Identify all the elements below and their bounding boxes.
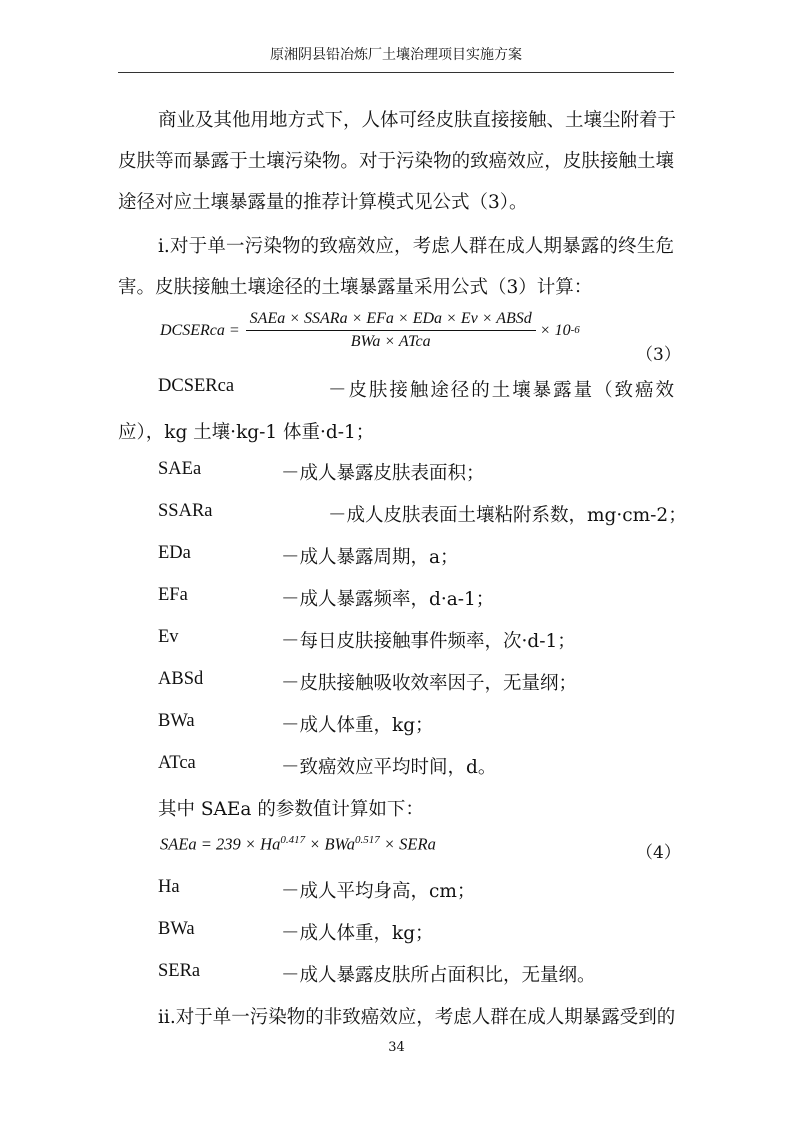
para1-line1: 商业及其他用地方式下，人体可经皮肤直接接触、土壤尘附着于 [158,110,677,131]
eq3-numerator: SAEa × SSARa × EFa × EDa × Ev × ABSd [246,310,536,331]
para1-line3: 途径对应土壤暴露量的推荐计算模式见公式（3）。 [118,192,528,213]
def-text-efa: －成人暴露频率，d·a-1； [281,589,495,610]
para1-line2: 皮肤等而暴露于土壤污染物。对于污染物的致癌效应，皮肤接触土壤 [118,151,674,172]
eq3-denominator: BWa × ATca [350,333,431,350]
def-text-atca: －致癌效应平均时间，d。 [281,757,497,778]
para2-line1: i.对于单一污染物的致癌效应，考虑人群在成人期暴露的终生危 [158,236,674,257]
eq4-lhs: SAEa = 239 × Ha [160,834,281,854]
def-term-efa: EFa [158,585,188,605]
eq3-exponent: -6 [570,324,580,336]
eq3-fraction [246,310,536,351]
def2-text-sera: －成人暴露皮肤所占面积比，无量纲。 [281,965,596,986]
def-text-ev: －每日皮肤接触事件频率，次·d-1； [281,631,576,652]
def-term-atca: ATca [158,753,196,773]
def-term-dcserca: DCSERca [158,376,235,396]
eq4-tail: × SERa [379,834,436,854]
eq3-factor: × 10 [539,321,571,339]
page-header: 原湘阴县铅冶炼厂土壤治理项目实施方案 [270,47,522,63]
eq3-number: （3） [636,345,681,365]
page-number: 34 [388,1040,405,1055]
def2-text-ha: －成人平均身高，cm； [281,881,476,902]
equation-3 [160,310,580,351]
def-term-ev: Ev [158,627,179,647]
eq4-mid: × BWa [305,834,356,854]
eq4-exp1: 0.417 [280,834,306,846]
def-term-bwa: BWa [158,711,195,731]
eq4-exp2: 0.517 [355,834,380,846]
def-term-saea: SAEa [158,459,202,479]
def-text-ssara: －成人皮肤表面土壤粘附系数，mg·cm-2； [328,505,687,526]
sae-intro: 其中 SAEa 的参数值计算如下： [158,799,424,820]
eq3-lhs: DCSERca = [160,321,240,339]
eq4-number: （4） [636,843,681,863]
def2-term-sera: SERa [158,961,201,981]
def-term-eda: EDa [158,543,191,563]
def2-text-bwa: －成人体重，kg； [281,923,434,944]
def-text-absd: －皮肤接触吸收效率因子，无量纲； [281,673,578,694]
para2-line2: 害。皮肤接触土壤途径的土壤暴露量采用公式（3）计算： [118,277,593,298]
def-text-saea: －成人暴露皮肤表面积； [281,463,485,484]
def2-term-bwa: BWa [158,919,195,939]
def-text-bwa: －成人体重，kg； [281,715,434,736]
def2-term-ha: Ha [158,877,180,897]
def-term-absd: ABSd [158,669,204,689]
def-dcserca-continuation: 应），kg 土壤·kg-1 体重·d-1； [118,422,375,443]
def-text-eda: －成人暴露周期，a； [281,547,459,568]
def-term-ssara: SSARa [158,501,213,521]
equation-4 [160,834,436,855]
def-text-dcserca: －皮肤接触途径的土壤暴露量（致癌效 [328,380,674,401]
header-divider [118,72,674,73]
para3-line1: ii.对于单一污染物的非致癌效应，考虑人群在成人期暴露受到的 [158,1007,676,1028]
